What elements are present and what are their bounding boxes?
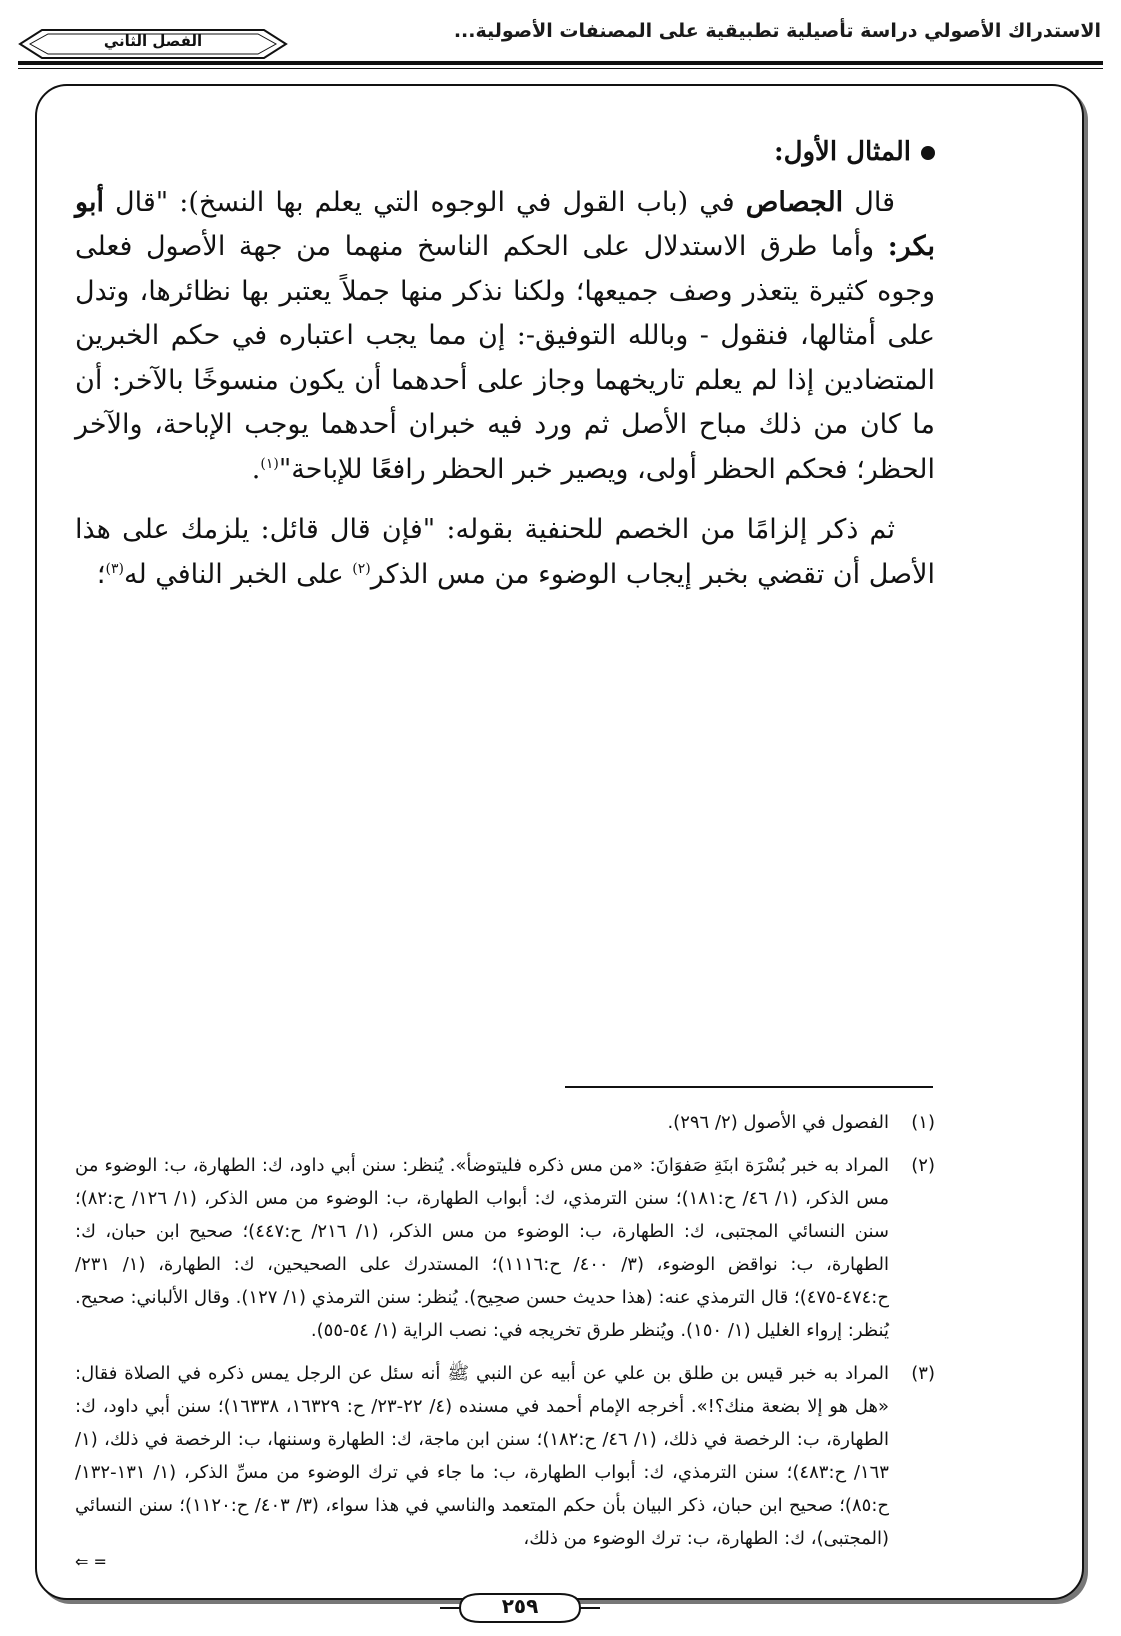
main-text <box>75 130 935 597</box>
footnote-separator <box>565 1086 933 1088</box>
section-heading <box>75 130 935 175</box>
footnote-1 <box>75 1106 935 1139</box>
p1-text-b: في (باب القول في الوجوه التي يعلم بها النسخ): "قال <box>103 186 746 218</box>
page-number-badge <box>440 1590 600 1626</box>
bullet-icon <box>921 146 935 160</box>
p1-text-a: قال <box>843 186 895 218</box>
author-name-jassas: الجصاص <box>745 186 844 218</box>
footnote-ref-1[interactable]: (١) <box>260 455 279 472</box>
footnote-text: المراد به خبر قيس بن طلق بن علي عن أبيه عن النبي ﷺ أنه سئل عن الرجل يمس ذكره في الصلاة فقال: «هل هو إلا بضعة منك؟!». أخرجه الإمام أحمد في مسنده (٤/ ٢٢-٢٣/ ح: ١٦٣٢٩، ١٦٣٣٨)؛ سنن أبي داود، ك: الطهارة، ب: الرخصة في ذلك، (١/ ٤٦/ ح:١٨٢)؛ سنن ابن ماجة، ك: الطهارة وسننها، ب: الرخصة في ذلك، (١/ ١٦٣/ ح:٤٨٣)؛ سنن الترمذي، ك: أبواب الطهارة، ب: ما جاء في ترك الوضوء من مسِّ الذكر، (١/ ١٣١-١٣٢/ ح:٨٥)؛ صحيح ابن حبان، ذكر البيان بأن حكم المتعمد والناسي في هذا سواء، (٣/ ٤٠٣/ ح:١١٢٠)؛ سنن النسائي (المجتبى)، ك: الطهارة، ب: ترك الوضوء من ذلك، <box>75 1363 890 1549</box>
footnote-ref-3[interactable]: (٣) <box>105 560 124 577</box>
heading-text: المثال الأول: <box>774 137 911 167</box>
footnote-ref-2[interactable]: (٢) <box>352 560 371 577</box>
author-name-abubakr: أبو بكر: <box>75 186 935 262</box>
footnote-number: (١) <box>911 1112 935 1133</box>
paragraph-1 <box>75 181 935 493</box>
running-title: الاستدراك الأصولي دراسة تأصيلية تطبيقية على المصنفات الأصولية... <box>453 20 1101 42</box>
chapter-tab <box>18 28 288 60</box>
footnote-3 <box>75 1357 935 1569</box>
footnote-number: (٢) <box>911 1155 935 1176</box>
page-number: ٢٥٩ <box>501 1594 539 1618</box>
footnotes <box>75 1106 935 1579</box>
p1-end: . <box>251 453 261 485</box>
p2-end: ؛ <box>96 558 106 590</box>
header-rule <box>18 61 1103 65</box>
continuation-arrow-icon: ⇐ = <box>75 1552 107 1571</box>
paragraph-2 <box>75 508 935 597</box>
footnote-2 <box>75 1149 935 1347</box>
footnote-number: (٣) <box>911 1363 935 1384</box>
footnote-text: الفصول في الأصول (٢/ ٢٩٦). <box>667 1112 889 1133</box>
p1-text-c: وأما طرق الاستدلال على الحكم الناسخ منهما من جهة الأصول فعلى وجوه كثيرة يتعذر وصف جميعها؛ ولكنا نذكر منها جملاً يعتبر بها نظائرها، وتدل على أمثالها، فنقول - وبالله التوفيق-: إن مما يجب اعتباره في حكم الخبرين المتضادين إذا لم يعلم تاريخهما وجاز على أحدهما أن يكون منسوخًا بالآخر: أن ما كان من ذلك مباح الأصل ثم ورد فيه خبران أحدهما يوجب الإباحة، والآخر الحظر؛ فحكم الحظر أولى، ويصير خبر الحظر رافعًا للإباحة" <box>75 231 935 485</box>
header-rule-thin <box>18 68 1103 69</box>
footnote-text: المراد به خبر بُسْرَة ابنَةِ صَفوَانَ: «من مس ذكره فليتوضأ». يُنظر: سنن أبي داود، ك: الطهارة، ب: الوضوء من مس الذكر، (١/ ٤٦/ ح:١٨١)؛ سنن الترمذي، ك: أبواب الطهارة، ب: الوضوء من مس الذكر، (١/ ١٢٦/ ح:٨٢)؛ سنن النسائي المجتبى، ك: الطهارة، ب: الوضوء من مس الذكر، (١/ ٢١٦/ ح:٤٤٧)؛ صحيح ابن حبان، ك: الطهارة، ب: نواقض الوضوء، (٣/ ٤٠٠/ ح:١١١٦)؛ المستدرك على الصحيحين، ك: الطهارة، (١/ ٢٣١/ ح:٤٧٤-٤٧٥)؛ قال الترمذي عنه: (هذا حديث حسن صحِيح). يُنظر: سنن الترمذي (١/ ١٢٧). وقال الألباني: صحيح. يُنظر: إرواء الغليل (١/ ١٥٠). ويُنظر طرق تخريجه في: نصب الراية (١/ ٥٤-٥٥). <box>75 1155 889 1341</box>
chapter-label: الفصل الثاني <box>103 32 203 50</box>
p2-text-b: على الخبر النافي له <box>123 558 353 590</box>
p2-text-a: ثم ذكر إلزامًا من الخصم للحنفية بقوله: "فإن قال قائل: يلزمك على هذا الأصل أن تقضي بخبر إيجاب الوضوء من مس الذكر <box>75 514 935 590</box>
